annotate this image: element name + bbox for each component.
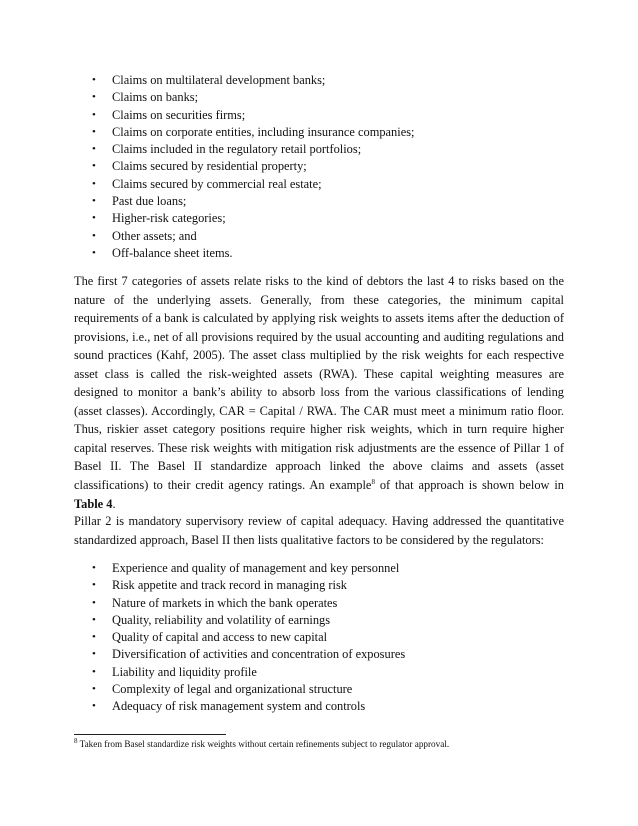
bullet-icon: • bbox=[92, 596, 96, 609]
list-item bbox=[92, 681, 572, 698]
list-item bbox=[92, 612, 572, 629]
bullet-icon: • bbox=[92, 229, 96, 242]
pillar2-paragraph: Pillar 2 is mandatory supervisory review of capital adequacy. Having addressed the quantitative standardized approach, Basel II then lists qualitative factors to be considered by the regulators: bbox=[74, 514, 564, 547]
list-item bbox=[92, 72, 572, 89]
list-item bbox=[92, 89, 572, 106]
list-item-text: Adequacy of risk management system and controls bbox=[112, 699, 366, 714]
bullet-icon: • bbox=[92, 246, 96, 259]
list-item-text: Risk appetite and track record in managing risk bbox=[112, 578, 348, 593]
list-item bbox=[92, 646, 572, 663]
list-item-text: Nature of markets in which the bank operates bbox=[112, 595, 338, 610]
qualitative-factors-list bbox=[92, 560, 572, 716]
paragraph-end: . bbox=[112, 496, 116, 511]
list-item bbox=[92, 193, 572, 210]
bullet-icon: • bbox=[92, 613, 96, 626]
list-item-text: Other assets; and bbox=[112, 228, 197, 243]
list-item-text: Claims on multilateral development banks; bbox=[112, 73, 326, 87]
bullet-icon: • bbox=[92, 91, 96, 104]
footnote-mark: 8 bbox=[74, 736, 78, 745]
list-item-text: Quality, reliability and volatility of earnings bbox=[112, 612, 331, 627]
list-item bbox=[92, 176, 572, 193]
bullet-icon: • bbox=[92, 683, 96, 696]
bullet-icon: • bbox=[92, 665, 96, 678]
list-item bbox=[92, 664, 572, 681]
bullet-icon: • bbox=[92, 195, 96, 208]
footnote bbox=[74, 738, 449, 750]
list-item bbox=[92, 141, 572, 158]
list-item-text: Claims secured by commercial real estate; bbox=[112, 176, 322, 191]
bullet-icon: • bbox=[92, 212, 96, 225]
list-item-text: Liability and liquidity profile bbox=[112, 664, 257, 679]
list-item bbox=[92, 210, 572, 227]
list-item-text: Complexity of legal and organizational structure bbox=[112, 682, 353, 697]
list-item bbox=[92, 577, 572, 594]
list-item-text: Experience and quality of management and key personnel bbox=[112, 561, 400, 575]
table-reference: Table 4 bbox=[74, 496, 113, 511]
bullet-icon: • bbox=[92, 700, 96, 713]
bullet-icon: • bbox=[92, 631, 96, 644]
footnote-reference: 8 bbox=[371, 477, 375, 486]
asset-claims-list bbox=[92, 72, 572, 262]
list-item-text: Claims on corporate entities, including insurance companies; bbox=[112, 124, 415, 139]
bullet-icon: • bbox=[92, 125, 96, 138]
list-item bbox=[92, 107, 572, 124]
list-item bbox=[92, 124, 572, 141]
list-item-text: Claims secured by residential property; bbox=[112, 159, 307, 174]
bullet-icon: • bbox=[92, 160, 96, 173]
list-item bbox=[92, 698, 572, 715]
list-item-text: Claims included in the regulatory retail portfolios; bbox=[112, 142, 362, 157]
paragraph-text: The first 7 categories of assets relate risks to the kind of debtors the last 4 to risks based on the nature of the underlying assets. Generally, from these categories, the minimum capital requirements of a bank is calculated by applying risk weights to assets items after the deduction of provisions, i.e., net of all provisions required by the usual accounting and auditing regulations and sound practices (Kahf, 2005). The asset class multiplied by the risk weights for each respective asset class is called the risk-weighted assets (RWA). These capital weighting measures are designed to monitor a bank’s ability to absorb loss from the various classifications of lending (asset classes). Accordingly, CAR = Capital / RWA. The CAR must meet a minimum ratio floor. Thus, riskier asset category positions require higher risk weights, which in turn require higher capital reserves. These risk weights with mitigation risk adjustments are the essence of Pillar 1 of Basel II. The Basel II standardize approach linked the above claims and assets (asset classifications) to their credit agency ratings. An example bbox=[74, 274, 564, 493]
bullet-icon: • bbox=[92, 177, 96, 190]
list-item bbox=[92, 560, 572, 577]
list-item-text: Claims on banks; bbox=[112, 90, 199, 105]
paragraph-text-continued: of that approach is shown below in bbox=[374, 478, 565, 493]
list-item bbox=[92, 158, 572, 175]
list-item-text: Claims on securities firms; bbox=[112, 107, 246, 122]
bullet-icon: • bbox=[92, 74, 96, 86]
bullet-icon: • bbox=[92, 143, 96, 156]
list-item bbox=[92, 228, 572, 245]
list-item bbox=[92, 595, 572, 612]
list-item-text: Past due loans; bbox=[112, 194, 187, 209]
list-item bbox=[92, 245, 572, 262]
list-item-text: Diversification of activities and concentration of exposures bbox=[112, 647, 406, 662]
bullet-icon: • bbox=[92, 579, 96, 592]
bullet-icon: • bbox=[92, 648, 96, 661]
list-item-text: Off-balance sheet items. bbox=[112, 245, 233, 260]
list-item-text: Higher-risk categories; bbox=[112, 211, 226, 226]
list-item-text: Quality of capital and access to new capital bbox=[112, 630, 328, 645]
list-item bbox=[92, 629, 572, 646]
footnote-divider bbox=[74, 734, 226, 735]
bullet-icon: • bbox=[92, 562, 96, 574]
pillar1-paragraph bbox=[74, 272, 564, 513]
bullet-icon: • bbox=[92, 108, 96, 121]
footnote-text: Taken from Basel standardize risk weights without certain refinements subject to regulator approval. bbox=[77, 739, 450, 749]
